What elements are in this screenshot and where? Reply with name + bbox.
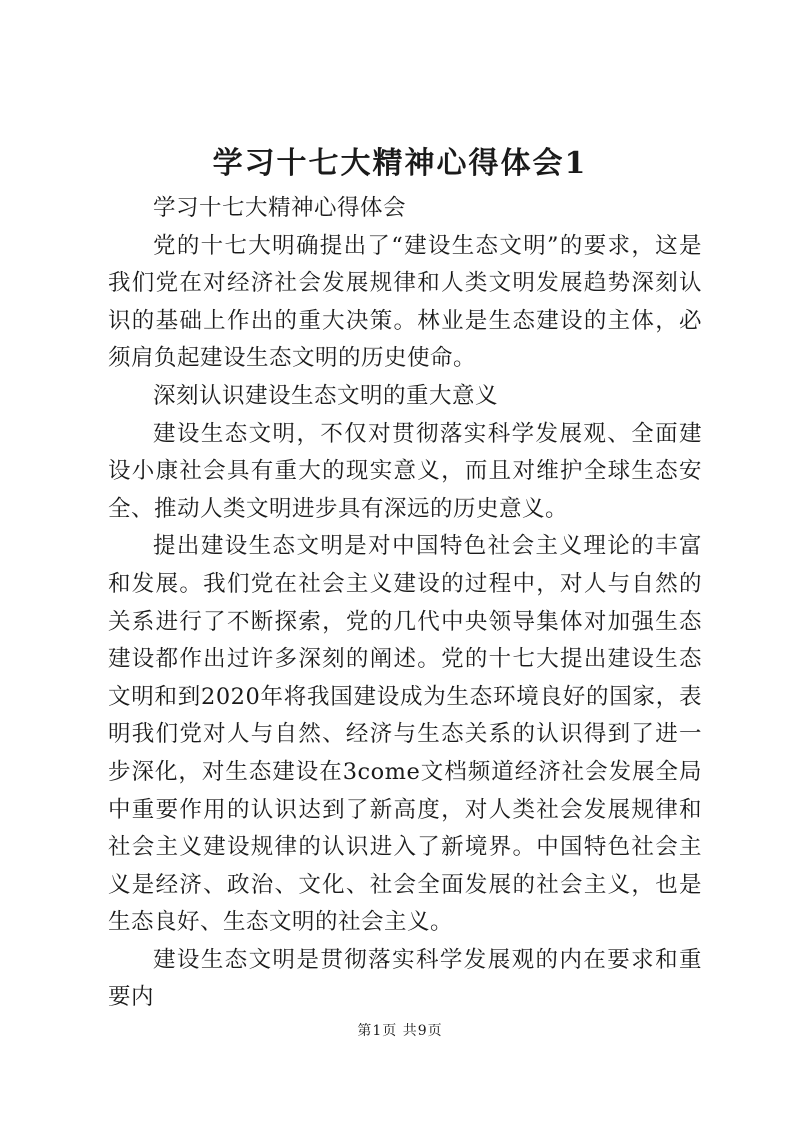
paragraph-heading: 深刻认识建设生态文明的重大意义 bbox=[153, 382, 499, 409]
paragraph: 提出建设生态文明是对中国特色社会主义理论的丰富和发展。我们党在社会主义建设的过程中，对人与自然的关系进行了不断探索，党的几代中央领导集体对加强生态建设都作出过许多深刻的阐述。党的十七大提出建设生态文明和到2020年将我国建设成为生态环境良好的国家，表明我们党对人与自然、经济与生态关系的认识得到了进一步深化，对生态建设在3come文档频道经济社会发展全局中重要作用的认识达到了新高度，对人类社会发展规律和社会主义建设规律的认识进入了新境界。中国特色社会主义是经济、政治、文化、社会全面发展的社会主义，也是生态良好、生态文明的社会主义。 bbox=[108, 533, 702, 936]
paragraph-subtitle: 学习十七大精神心得体会 bbox=[153, 195, 407, 221]
paragraph: 建设生态文明，不仅对贯彻落实科学发展观、全面建设小康社会具有重大的现实意义，而且对维护全球生态安全、推动人类文明进步具有深远的历史意义。 bbox=[108, 420, 702, 522]
paragraph: 建设生态文明是贯彻落实科学发展观的内在要求和重要内 bbox=[108, 946, 702, 1011]
document-title: 学习十七大精神心得体会1 bbox=[212, 146, 588, 181]
paragraph: 党的十七大明确提出了“建设生态文明”的要求，这是我们党在对经济社会发展规律和人类文明发展趋势深刻认识的基础上作出的重大决策。林业是生态建设的主体，必须肩负起建设生态文明的历史使命。 bbox=[108, 232, 702, 372]
document-body bbox=[108, 190, 702, 1017]
page-footer: 第1页 共9页 bbox=[357, 1023, 443, 1039]
